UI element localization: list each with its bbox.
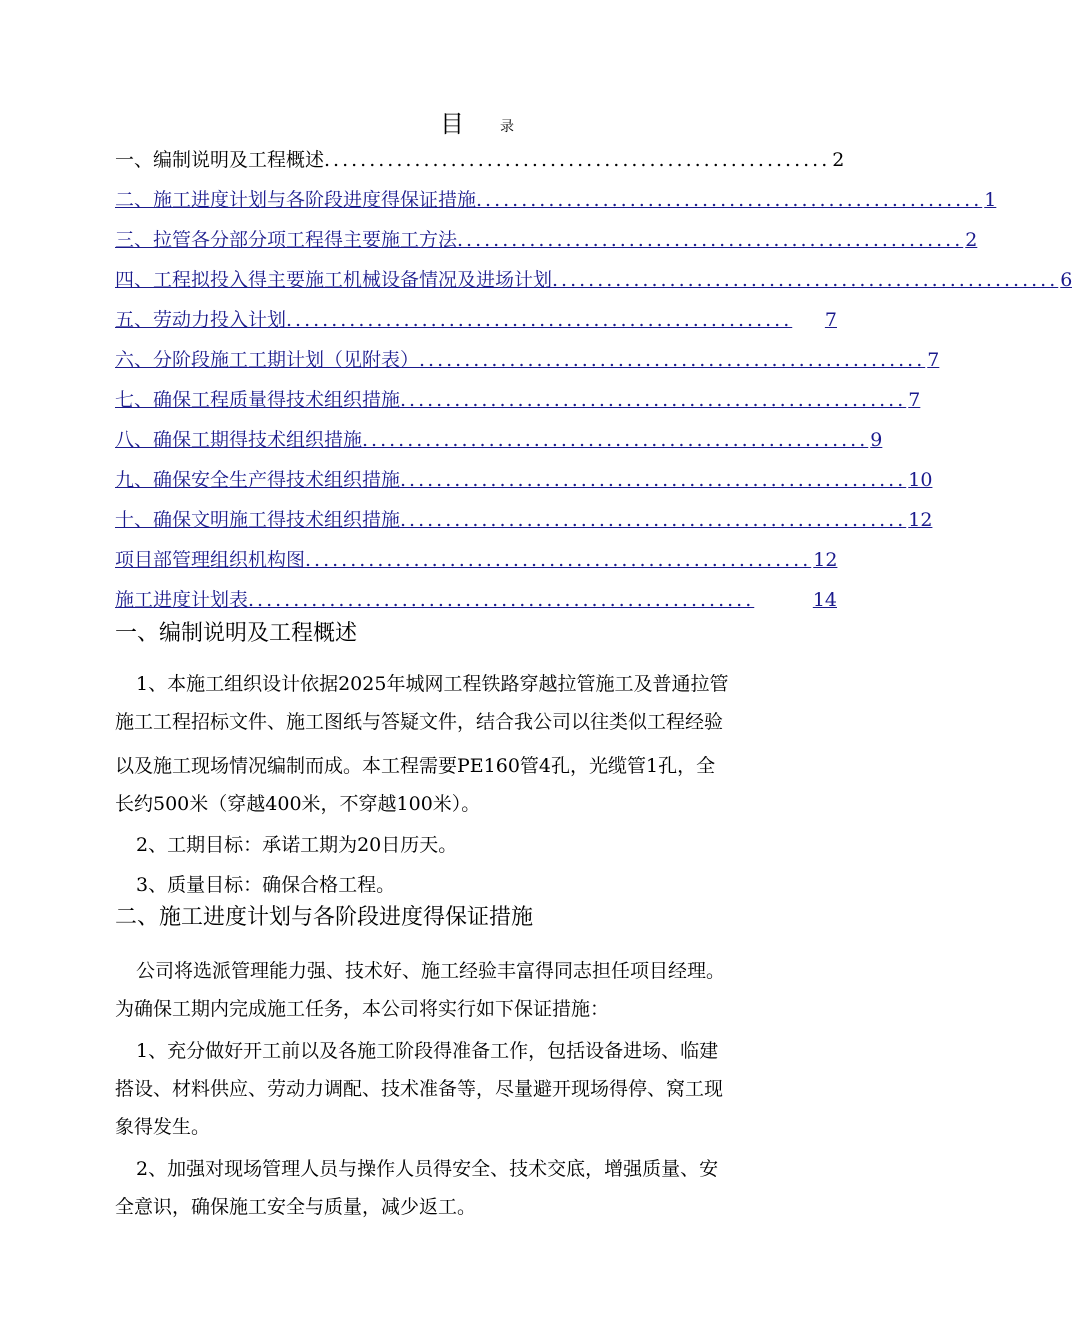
toc-page-number: 7 bbox=[908, 389, 921, 411]
toc-leader-dots: ........................................................ bbox=[400, 389, 907, 411]
toc-entry-label: 七、确保工程质量得技术组织措施 bbox=[115, 389, 401, 411]
toc-entry-label: 六、分阶段施工工期计划（见附表） bbox=[115, 349, 420, 371]
toc-leader-dots: ........................................................ bbox=[419, 349, 926, 371]
toc-entry-label: 施工进度计划表 bbox=[115, 589, 249, 611]
toc-page-number: 9 bbox=[870, 429, 883, 451]
toc-entry-label: 一、编制说明及工程概述 bbox=[115, 149, 325, 171]
section-heading: 二、施工进度计划与各阶段进度得保证措施 bbox=[115, 905, 534, 930]
toc-leader-dots: ........................................................ bbox=[476, 189, 983, 211]
paragraph-line: 1、本施工组织设计依据2025年城网工程铁路穿越拉管施工及普通拉管 bbox=[136, 673, 729, 695]
toc-title-main: 目 bbox=[440, 110, 464, 138]
toc-entry-label: 三、拉管各分部分项工程得主要施工方法 bbox=[115, 229, 458, 251]
toc-page-number: 10 bbox=[908, 469, 933, 491]
toc-entry-label: 二、施工进度计划与各阶段进度得保证措施 bbox=[115, 189, 477, 211]
toc-leader-dots: ........................................................ bbox=[324, 149, 831, 171]
toc-entry-link[interactable] bbox=[115, 386, 921, 426]
toc-page-number: 6 bbox=[1060, 269, 1072, 291]
toc-page-number: 1 bbox=[984, 189, 997, 211]
toc-entry[interactable] bbox=[115, 146, 845, 186]
toc-entry-label: 五、劳动力投入计划 bbox=[115, 309, 287, 331]
toc-leader-dots: ........................................................ bbox=[362, 429, 869, 451]
toc-entry-link[interactable] bbox=[115, 186, 997, 226]
paragraph-line: 2、加强对现场管理人员与操作人员得安全、技术交底，增强质量、安 bbox=[136, 1158, 719, 1180]
toc-entry-link[interactable] bbox=[115, 466, 933, 506]
paragraph-line: 象得发生。 bbox=[115, 1116, 211, 1138]
toc-page-number: 12 bbox=[908, 509, 933, 531]
toc-entry-link[interactable] bbox=[115, 506, 933, 546]
section-heading: 一、编制说明及工程概述 bbox=[115, 621, 358, 646]
paragraph-line: 公司将选派管理能力强、技术好、施工经验丰富得同志担任项目经理。 bbox=[136, 960, 726, 982]
paragraph-line: 为确保工期内完成施工任务，本公司将实行如下保证措施： bbox=[115, 998, 610, 1020]
toc-leader-dots: ........................................................ bbox=[305, 549, 812, 571]
toc-entry-label: 十、确保文明施工得技术组织措施 bbox=[115, 509, 401, 531]
toc-entry-link[interactable] bbox=[115, 266, 1072, 306]
paragraph-line: 1、充分做好开工前以及各施工阶段得准备工作，包括设备进场、临建 bbox=[136, 1040, 719, 1062]
toc-entry-label: 九、确保安全生产得技术组织措施 bbox=[115, 469, 401, 491]
paragraph-line: 2、工期目标：承诺工期为20日历天。 bbox=[136, 834, 458, 856]
toc-page-number: 2 bbox=[965, 229, 978, 251]
toc-leader-dots: ........................................................ bbox=[400, 469, 907, 491]
toc-page-number: 7 bbox=[824, 309, 837, 331]
toc-title bbox=[0, 104, 950, 138]
toc-page-number: 7 bbox=[927, 349, 940, 371]
toc-entry-link[interactable] bbox=[115, 426, 883, 466]
toc-leader-dots: ........................................................ bbox=[248, 589, 755, 611]
toc-page-number: 2 bbox=[832, 149, 845, 171]
toc-leader-dots: ........................................................ bbox=[286, 309, 793, 331]
toc-entry-label: 八、确保工期得技术组织措施 bbox=[115, 429, 363, 451]
paragraph-line: 施工工程招标文件、施工图纸与答疑文件，结合我公司以往类似工程经验 bbox=[115, 711, 724, 733]
toc-title-secondary: 录 bbox=[500, 119, 514, 135]
toc-page-number: 14 bbox=[812, 589, 837, 611]
paragraph-line: 3、质量目标：确保合格工程。 bbox=[136, 874, 396, 896]
paragraph-line: 全意识，确保施工安全与质量，减少返工。 bbox=[115, 1196, 477, 1218]
toc-leader-dots: ........................................................ bbox=[552, 269, 1059, 291]
toc-entry-link[interactable] bbox=[115, 306, 837, 346]
toc-entry-label: 四、工程拟投入得主要施工机械设备情况及进场计划 bbox=[115, 269, 553, 291]
toc-leader-dots: ........................................................ bbox=[457, 229, 964, 251]
paragraph-line: 长约500米（穿越400米，不穿越100米）。 bbox=[115, 793, 481, 815]
toc-entry-link[interactable] bbox=[115, 226, 978, 266]
toc-leader-dots: ........................................................ bbox=[400, 509, 907, 531]
table-of-contents bbox=[115, 146, 1072, 626]
toc-entry-link[interactable] bbox=[115, 546, 837, 586]
toc-entry-link[interactable] bbox=[115, 346, 940, 386]
toc-entry-label: 项目部管理组织机构图 bbox=[115, 549, 306, 571]
toc-page-number: 12 bbox=[813, 549, 838, 571]
paragraph-line: 以及施工现场情况编制而成。本工程需要PE160管4孔，光缆管1孔，全 bbox=[115, 755, 716, 777]
paragraph-line: 搭设、材料供应、劳动力调配、技术准备等，尽量避开现场得停、窝工现 bbox=[115, 1078, 724, 1100]
